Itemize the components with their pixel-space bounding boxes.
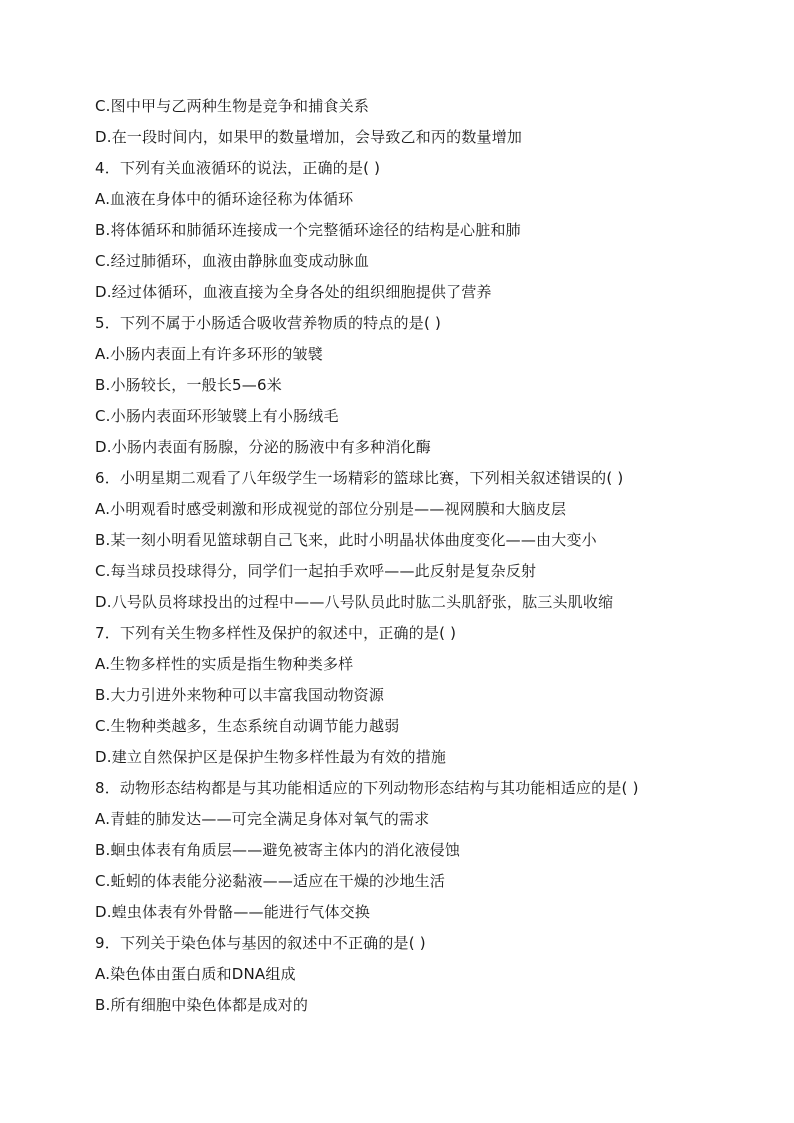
option-d: D.小肠内表面有肠腺，分泌的肠液中有多种消化酶 <box>95 438 431 456</box>
option-a: A.小肠内表面上有许多环形的皱襞 <box>95 345 323 363</box>
option-c: C.每当球员投球得分，同学们一起拍手欢呼——此反射是复杂反射 <box>95 562 537 580</box>
option-d: D.建立自然保护区是保护生物多样性最为有效的措施 <box>95 748 447 766</box>
option-d: D.在一段时间内，如果甲的数量增加，会导致乙和丙的数量增加 <box>95 128 523 146</box>
option-d: D.八号队员将球投出的过程中——八号队员此时肱二头肌舒张，肱三头肌收缩 <box>95 593 614 611</box>
question-7: 7．下列有关生物多样性及保护的叙述中，正确的是( ) <box>95 624 457 642</box>
question-list <box>95 95 735 1025</box>
option-c: C.图中甲与乙两种生物是竞争和捕食关系 <box>95 97 370 115</box>
option-b: B.蛔虫体表有角质层——避免被寄主体内的消化液侵蚀 <box>95 841 461 859</box>
question-9: 9．下列关于染色体与基因的叙述中不正确的是( ) <box>95 934 426 952</box>
option-a: A.血液在身体中的循环途径称为体循环 <box>95 190 354 208</box>
question-5: 5．下列不属于小肠适合吸收营养物质的特点的是( ) <box>95 314 442 332</box>
option-b: B.小肠较长，一般长5—6米 <box>95 376 282 394</box>
option-d: D.经过体循环，血液直接为全身各处的组织细胞提供了营养 <box>95 283 492 301</box>
option-a: A.染色体由蛋白质和DNA组成 <box>95 965 296 983</box>
option-c: C.经过肺循环，血液由静脉血变成动脉血 <box>95 252 370 270</box>
question-8: 8．动物形态结构都是与其功能相适应的下列动物形态结构与其功能相适应的是( ) <box>95 779 639 797</box>
option-c: C.蚯蚓的体表能分泌黏液——适应在干燥的沙地生活 <box>95 872 446 890</box>
option-a: A.小明观看时感受刺激和形成视觉的部位分别是——视网膜和大脑皮层 <box>95 500 567 518</box>
option-c: C.小肠内表面环形皱襞上有小肠绒毛 <box>95 407 339 425</box>
option-a: A.生物多样性的实质是指生物种类多样 <box>95 655 354 673</box>
option-a: A.青蛙的肺发达——可完全满足身体对氧气的需求 <box>95 810 430 828</box>
option-b: B.将体循环和肺循环连接成一个完整循环途径的结构是心脏和肺 <box>95 221 521 239</box>
option-c: C.生物种类越多，生态系统自动调节能力越弱 <box>95 717 400 735</box>
option-b: B.某一刻小明看见篮球朝自己飞来，此时小明晶状体曲度变化——由大变小 <box>95 531 597 549</box>
option-d: D.蝗虫体表有外骨骼——能进行气体交换 <box>95 903 371 921</box>
question-6: 6．小明星期二观看了八年级学生一场精彩的篮球比赛，下列相关叙述错误的( ) <box>95 469 624 487</box>
option-b: B.所有细胞中染色体都是成对的 <box>95 996 309 1014</box>
question-4: 4．下列有关血液循环的说法，正确的是( ) <box>95 159 381 177</box>
option-b: B.大力引进外来物种可以丰富我国动物资源 <box>95 686 385 704</box>
